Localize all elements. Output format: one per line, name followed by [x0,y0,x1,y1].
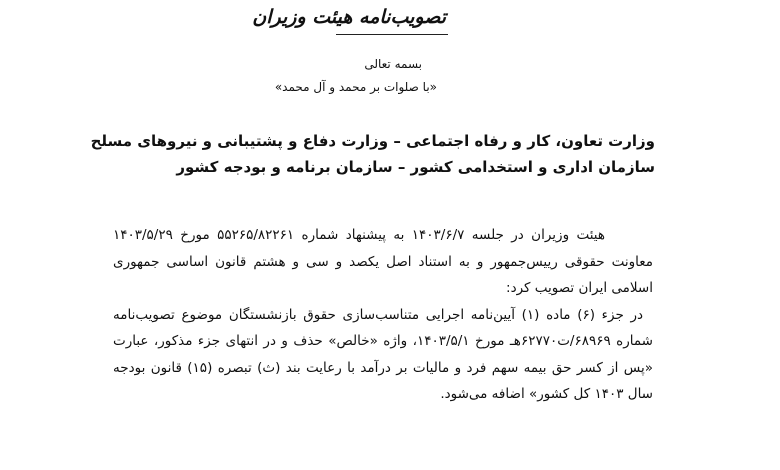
salawat-line: «با صلوات بر محمد و آل محمد» [274,80,437,94]
recipients-line-1: وزارت تعاون، کار و رفاه اجتماعی – وزارت دفاع و پشتیبانی و نیروهای مسلح [90,132,655,150]
decree-body [113,222,653,408]
recipients-block [91,128,655,180]
body-paragraph-1: هیئت وزیران در جلسه ۱۴۰۳/۶/۷ به پیشنهاد شماره ۵۵۲۶۵/۸۲۲۶۱ مورخ ۱۴۰۳/۵/۲۹ معاونت حقوقی رییس‌جمهور و به استناد اصل یکصد و سی و هشتم قانون اساسی جمهوری اسلامی ایران تصویب کرد: [113,227,653,296]
invocation-line: بسمه تعالی [364,57,422,71]
document-title: تصویب‌نامه هیئت وزیران [252,6,446,28]
recipients-line-2: سازمان اداری و استخدامی کشور – سازمان برنامه و بودجه کشور [176,158,655,176]
body-paragraph-2: در جزء (۶) ماده (۱) آیین‌نامه اجرایی متناسب‌سازی حقوق بازنشستگان موضوع تصویب‌نامه شماره ۶۸۹۶۹/ت۶۲۷۷۰هـ مورخ ۱۴۰۳/۵/۱، واژه «خالص» حذف و در انتهای جزء مذکور، عبارت «پس از کسر حق بیمه سهم فرد و مالیات بر درآمد با رعایت بند (ث) تبصره (۱۵) قانون بودجه سال ۱۴۰۳ کل کشور» اضافه می‌شود. [113,306,653,402]
title-underline [336,34,448,35]
